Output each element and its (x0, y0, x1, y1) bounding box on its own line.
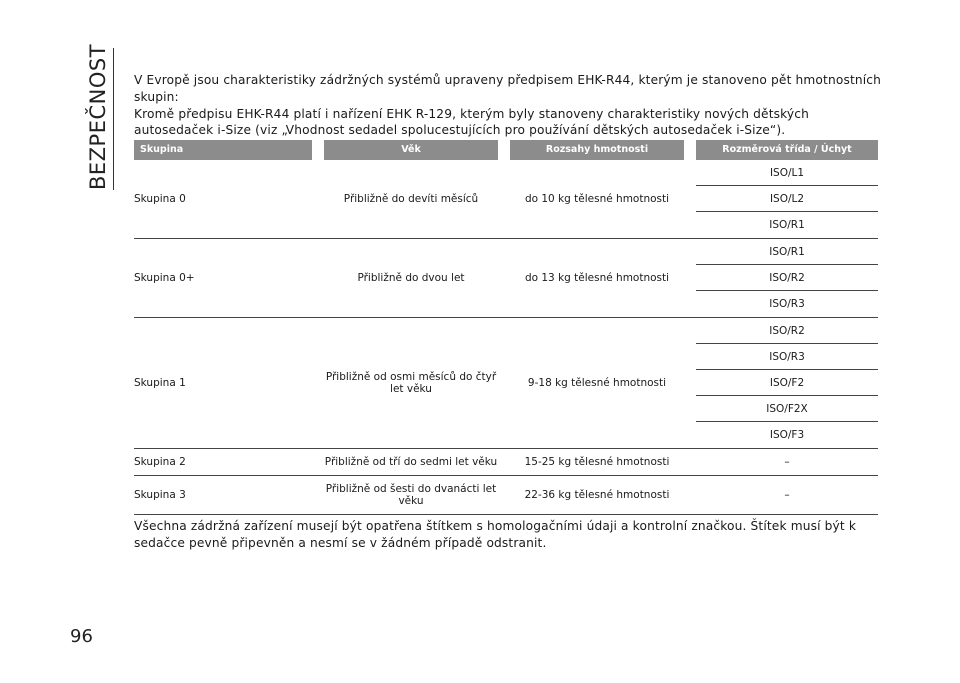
table-row-group-2 (134, 449, 878, 476)
intro-paragraph-2: Kromě předpisu EHK-R44 platí i nařízení EHK R-129, kterým byly stanoveny charakteristiky nových dětských autosedaček i-Size (viz „Vhodnost sedadel spolucestujících pro používání dětských autosedaček i-Size“). (134, 106, 809, 138)
size-class: ISO/R1 (769, 219, 805, 231)
size-class: ISO/F2X (696, 396, 878, 422)
header-group: Skupina (134, 140, 312, 160)
header-size-class: Rozměrová třída / Úchyt (696, 140, 878, 160)
group-cell: Skupina 1 (134, 377, 186, 389)
group-cell: Skupina 0 (134, 193, 186, 205)
size-class-cell (696, 160, 878, 238)
age-cell: Přibližně do dvou let (357, 272, 465, 284)
size-class-cell (696, 318, 878, 448)
size-class: ISO/L2 (696, 186, 878, 212)
section-divider (113, 48, 114, 190)
size-class: ISO/R1 (696, 239, 878, 265)
intro-paragraph-1: V Evropě jsou charakteristiky zádržných systémů upraveny předpisem EHK-R44, kterým je stanoveno pět hmotnostních skupin: (134, 73, 882, 104)
group-cell: Skupina 0+ (134, 272, 195, 284)
size-class-cell: – (784, 489, 790, 501)
intro-text (134, 72, 884, 139)
age-cell: Přibližně od šesti do dvanácti let věku (325, 483, 497, 507)
size-class: ISO/L1 (696, 160, 878, 186)
table-header (134, 140, 878, 160)
weight-cell: do 13 kg tělesné hmotnosti (524, 272, 670, 284)
size-class: ISO/F2 (696, 370, 878, 396)
header-weight: Rozsahy hmotnosti (510, 140, 684, 160)
weight-cell: 9-18 kg tělesné hmotnosti (527, 377, 667, 389)
header-age: Věk (324, 140, 498, 160)
age-cell: Přibližně do devíti měsíců (343, 193, 479, 205)
footer-note (134, 518, 884, 552)
group-cell: Skupina 2 (134, 456, 186, 468)
size-class: ISO/R3 (696, 344, 878, 370)
table-row-group-3 (134, 476, 878, 515)
size-class: ISO/F3 (769, 429, 805, 441)
group-cell: Skupina 3 (134, 489, 186, 501)
page-number: 96 (70, 626, 93, 647)
child-seat-table (134, 140, 878, 515)
weight-cell: do 10 kg tělesné hmotnosti (524, 193, 670, 205)
size-class: ISO/R3 (769, 298, 805, 310)
table-row-group-0 (134, 160, 878, 239)
age-cell: Přibližně od osmi měsíců do čtyř let věku (325, 371, 497, 395)
size-class-cell (696, 239, 878, 317)
table-row-group-1 (134, 318, 878, 449)
section-title: BEZPEČNOST (86, 43, 110, 190)
weight-cell: 22-36 kg tělesné hmotnosti (524, 489, 670, 501)
size-class: ISO/R2 (696, 265, 878, 291)
weight-cell: 15-25 kg tělesné hmotnosti (524, 456, 670, 468)
size-class: ISO/R2 (696, 318, 878, 344)
footer-paragraph: Všechna zádržná zařízení musejí být opatřena štítkem s homologačními údaji a kontrolní značkou. Štítek musí být k sedačce pevně připevněn a nesmí se v žádném případě odstranit. (134, 519, 857, 550)
size-class-cell: – (784, 456, 790, 468)
table-row-group-0plus (134, 239, 878, 318)
age-cell: Přibližně od tří do sedmi let věku (324, 456, 498, 468)
